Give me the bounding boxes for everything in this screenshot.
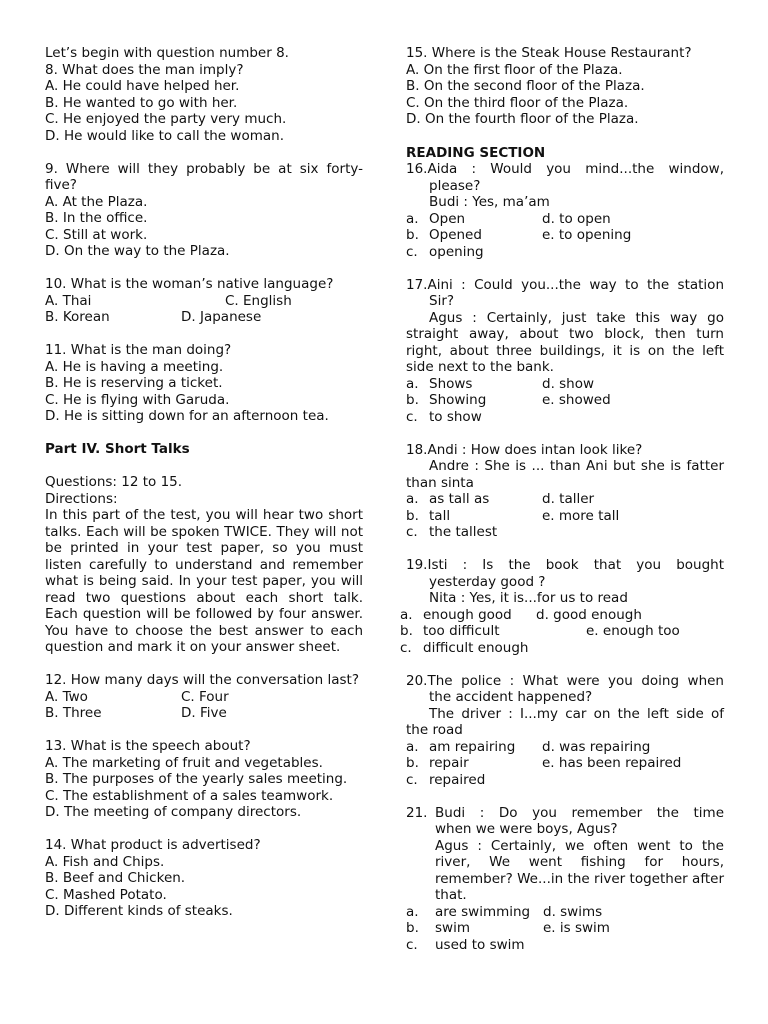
question-text: 13. What is the speech about? <box>45 738 251 754</box>
option-b: Showing <box>429 392 487 408</box>
option-d: d. swims <box>543 903 603 920</box>
option-c: C. He is flying with Garuda. <box>45 391 230 408</box>
option-a: A. The marketing of fruit and vegetables. <box>45 754 323 771</box>
option-d: d. show <box>542 375 595 392</box>
option-d: D. Different kinds of steaks. <box>45 903 233 919</box>
option-b: Opened <box>429 227 482 243</box>
dialogue-line-1-cont: Sir? <box>429 293 455 309</box>
option-b: B. He is reserving a ticket. <box>45 375 223 391</box>
question-number: 21. <box>406 804 428 821</box>
question-21 <box>406 805 724 954</box>
option-letter: a. <box>406 491 419 507</box>
dialogue-line-2: Nita : Yes, it is...for us to read <box>429 590 628 606</box>
option-a: Open <box>429 210 466 227</box>
option-a: enough good <box>423 606 512 623</box>
option-a: are swimming <box>435 903 531 920</box>
dialogue-line-1: 16.Aida : Would you mind...the window, <box>406 161 724 177</box>
option-b: B. Beef and Chicken. <box>45 870 186 886</box>
option-e: e. showed <box>542 392 611 408</box>
part-4-heading: Part IV. Short Talks <box>45 441 190 457</box>
dialogue-line-2: Agus : Certainly, just take this way go straight away, about two block, then turn right, about three buildings, it is on the left side next to the bank. <box>406 309 724 375</box>
option-a: A. At the Plaza. <box>45 193 148 210</box>
part-4-directions <box>45 474 363 656</box>
question-text: 12. How many days will the conversation last? <box>45 672 360 688</box>
option-a: as tall as <box>429 491 490 507</box>
option-a: Shows <box>429 375 473 392</box>
question-text: 11. What is the man doing? <box>45 342 232 358</box>
option-a: A. He is having a meeting. <box>45 358 224 375</box>
dialogue-line-2: Andre : She is ... than Ani but she is fatter than sinta <box>406 458 724 491</box>
question-text: 10. What is the woman’s native language? <box>45 276 334 292</box>
option-d: D. He is sitting down for an afternoon tea. <box>45 408 329 424</box>
option-d: d. to open <box>542 210 611 227</box>
question-12 <box>45 672 363 722</box>
option-letter: a. <box>406 738 419 755</box>
option-letter: c. <box>400 639 412 656</box>
option-letter: a. <box>406 210 419 227</box>
option-d: D. Five <box>181 705 227 721</box>
option-letter: b. <box>400 623 413 639</box>
option-letter: b. <box>406 920 419 936</box>
question-19 <box>400 557 724 656</box>
question-14 <box>45 837 363 920</box>
dialogue-line-2: Budi : Yes, ma’am <box>429 194 550 210</box>
dialogue-line-1: 18.Andi : How does intan look like? <box>406 441 643 458</box>
option-d: d. was repairing <box>542 738 651 755</box>
option-letter: b. <box>406 392 419 408</box>
option-b: B. On the second floor of the Plaza. <box>406 78 645 94</box>
option-d: D. Japanese <box>181 309 262 325</box>
option-letter: c. <box>406 771 418 788</box>
option-letter: c. <box>406 936 418 953</box>
option-b: tall <box>429 507 451 524</box>
option-b: B. He wanted to go with her. <box>45 94 238 111</box>
option-letter: c. <box>406 243 418 260</box>
option-d: D. On the fourth floor of the Plaza. <box>406 111 639 127</box>
option-e: e. is swim <box>543 920 610 936</box>
question-text: 8. What does the man imply? <box>45 61 244 78</box>
dialogue-line-1: 20.The police : What were you doing when <box>406 672 724 689</box>
option-b: B. The purposes of the yearly sales meeting. <box>45 771 348 787</box>
option-b: B. Korean <box>45 309 110 325</box>
question-10 <box>45 276 363 326</box>
dialogue-line-2: Agus : Certainly, we often went to the river, We went fishing for hours, remember? We...in the river together after that. <box>435 837 724 903</box>
option-d: d. good enough <box>536 606 642 623</box>
dialogue-line-1-cont: the accident happened? <box>429 689 593 705</box>
option-c: C. Four <box>181 688 229 705</box>
question-8 <box>45 62 363 145</box>
option-letter: a. <box>406 375 419 392</box>
option-c: C. English <box>225 292 292 309</box>
dialogue-line-1-cont: yesterday good ? <box>429 573 546 590</box>
question-text-cont: five? <box>45 177 77 193</box>
option-a: A. On the first floor of the Plaza. <box>406 61 623 78</box>
dialogue-line-2: The driver : I...my car on the left side of the road <box>406 705 724 738</box>
option-d: D. The meeting of company directors. <box>45 804 302 820</box>
option-b: B. In the office. <box>45 210 148 226</box>
question-15 <box>406 45 724 128</box>
option-letter: b. <box>406 755 419 771</box>
option-e: e. enough too <box>586 623 680 639</box>
dialogue-line-1-cont: please? <box>429 177 481 194</box>
directions-body: In this part of the test, you will hear two short talks. Each will be spoken TWICE. They will not be printed in your test paper, so you must listen carefully to understand and remember what is being said. In your test paper, you will read two questions about each short talk. Each question will be followed by four answer. You have to choose the best answer to each question and mark it on your answer sheet. <box>45 507 363 655</box>
dialogue-line-1: Budi : Do you remember the time <box>435 804 724 821</box>
dialogue-line-1: 19.Isti : Is the book that you bought <box>406 557 724 573</box>
option-d: D. He would like to call the woman. <box>45 127 284 144</box>
left-column <box>45 45 363 936</box>
option-letter: b. <box>406 507 419 524</box>
option-c: the tallest <box>429 524 498 540</box>
option-d: d. taller <box>542 491 595 507</box>
option-c: opening <box>429 243 484 260</box>
question-13 <box>45 738 363 821</box>
right-column <box>400 45 724 970</box>
option-e: e. more tall <box>542 507 620 524</box>
dialogue-line-1-cont: when we were boys, Agus? <box>435 821 618 837</box>
question-text: 15. Where is the Steak House Restaurant? <box>406 45 692 61</box>
option-e: e. has been repaired <box>542 755 682 771</box>
question-17 <box>406 277 724 426</box>
question-18 <box>406 442 724 541</box>
option-c: to show <box>429 408 482 425</box>
option-c: C. On the third floor of the Plaza. <box>406 94 629 111</box>
option-letter: c. <box>406 408 418 425</box>
option-letter: a. <box>406 903 419 920</box>
option-c: C. Still at work. <box>45 226 148 243</box>
option-letter: b. <box>406 227 419 243</box>
option-b: too difficult <box>423 623 500 639</box>
option-e: e. to opening <box>542 227 632 243</box>
option-a: A. Thai <box>45 292 92 309</box>
question-9 <box>45 161 363 260</box>
directions-label: Directions: <box>45 490 118 507</box>
option-c: used to swim <box>435 936 525 953</box>
dialogue-line-1: 17.Aini : Could you...the way to the station <box>406 276 724 293</box>
option-b: repair <box>429 755 469 771</box>
option-a: A. Two <box>45 688 88 705</box>
questions-range: Questions: 12 to 15. <box>45 474 183 490</box>
option-a: A. Fish and Chips. <box>45 853 165 870</box>
option-c: difficult enough <box>423 639 529 656</box>
option-letter: c. <box>406 524 418 540</box>
question-20 <box>406 673 724 789</box>
option-b: swim <box>435 920 470 936</box>
option-b: B. Three <box>45 705 102 721</box>
question-text: 14. What product is advertised? <box>45 837 261 853</box>
option-c: C. The establishment of a sales teamwork. <box>45 787 334 804</box>
question-text: 9. Where will they probably be at six forty- <box>45 160 363 177</box>
question-16 <box>406 161 724 260</box>
option-a: A. He could have helped her. <box>45 78 240 94</box>
option-letter: a. <box>400 606 413 623</box>
option-c: C. Mashed Potato. <box>45 886 167 903</box>
option-c: repaired <box>429 771 486 788</box>
question-11 <box>45 342 363 425</box>
reading-section-heading: READING SECTION <box>406 144 546 161</box>
intro-line: Let’s begin with question number 8. <box>45 45 289 61</box>
option-a: am repairing <box>429 738 516 755</box>
option-c: C. He enjoyed the party very much. <box>45 111 287 127</box>
option-d: D. On the way to the Plaza. <box>45 243 230 259</box>
